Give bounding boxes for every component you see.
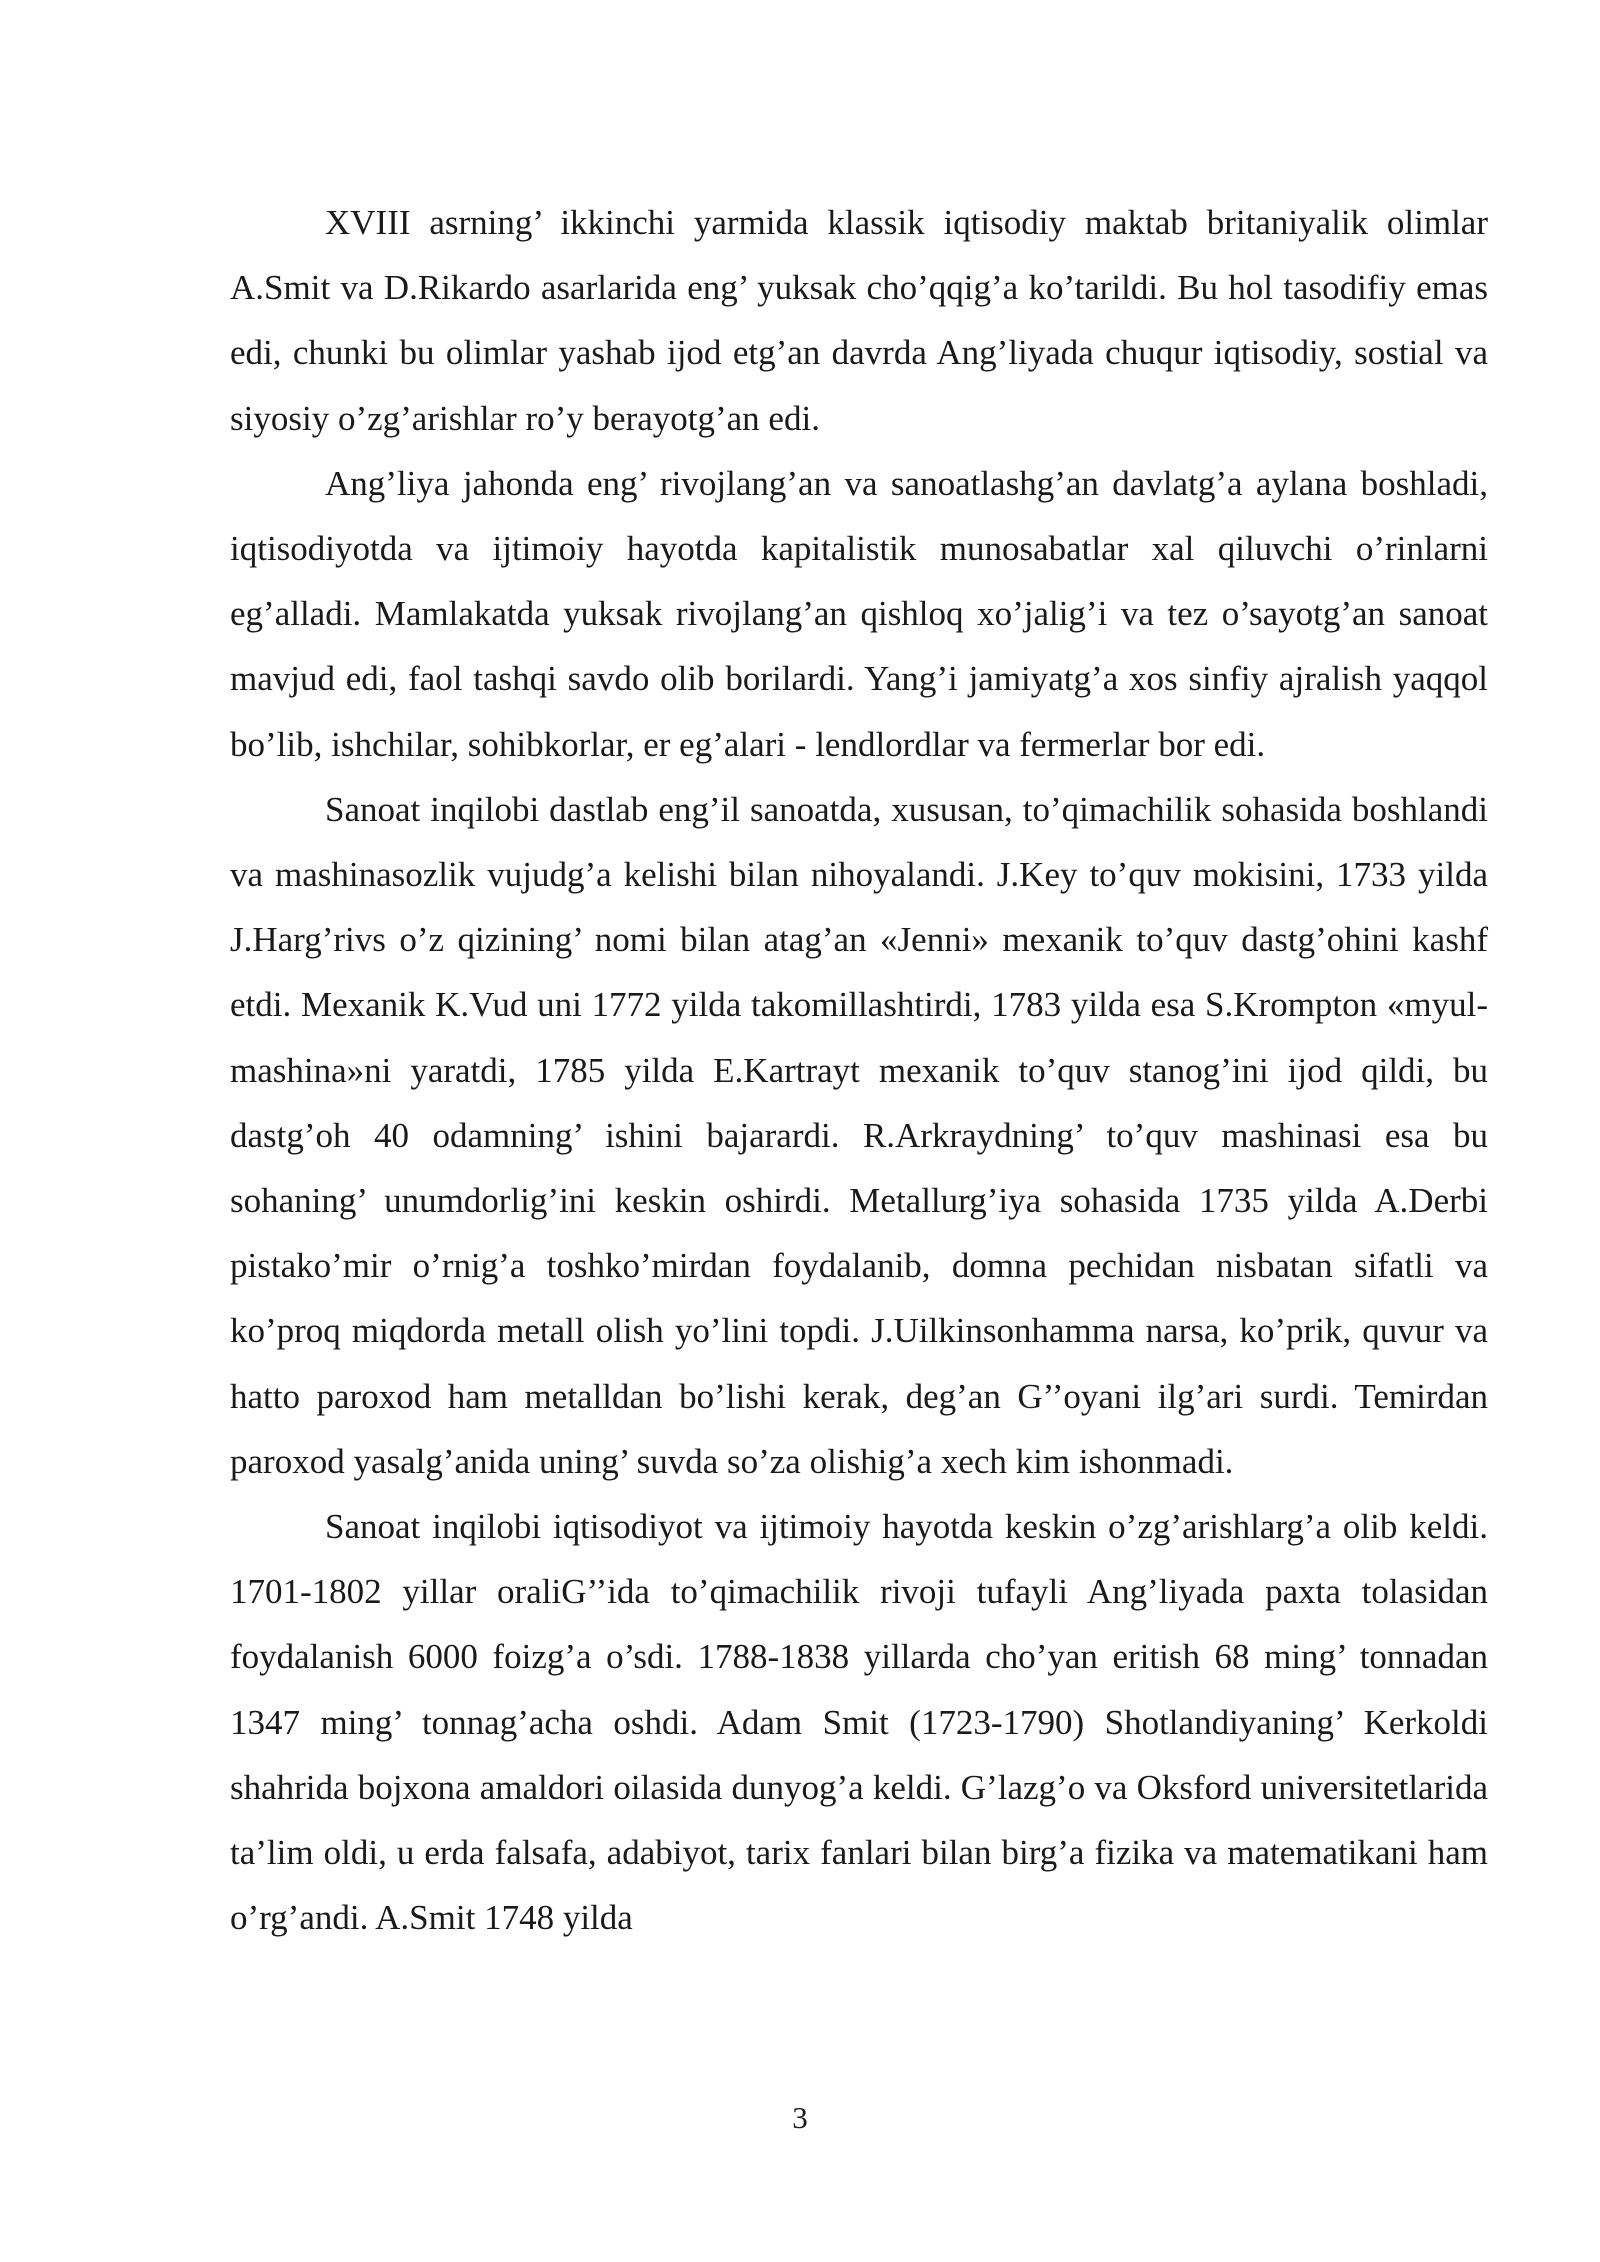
document-body — [230, 190, 1488, 1950]
paragraph-2: Ang’liya jahonda eng’ rivojlang’an va sanoatlashg’an davlatg’a aylana boshladi, iqtisodiyotda va ijtimoiy hayotda kapitalistik munosabatlar xal qiluvchi o’rinlarni eg’alladi. Mamlakatda yuksak rivojlang’an qishloq xo’jalig’i va tez o’sayotg’an sanoat mavjud edi, faol tashqi savdo olib borilardi. Yang’i jamiyatg’a xos sinfiy ajralish yaqqol bo’lib, ishchilar, sohibkorlar, er eg’alari - lendlordlar va fermerlar bor edi. — [230, 463, 1488, 764]
paragraph-1: XVIII asrning’ ikkinchi yarmida klassik iqtisodiy maktab britaniyalik olimlar A.Smit va D.Rikardo asarlarida eng’ yuksak cho’qqig’a ko’tarildi. Bu hol tasodifiy emas edi, chunki bu olimlar yashab ijod etg’an davrda Ang’liyada chuqur iqtisodiy, sostial va siyosiy o’zg’arishlar ro’y berayotg’an edi. — [230, 203, 1488, 438]
paragraph-4: Sanoat inqilobi iqtisodiyot va ijtimoiy hayotda keskin o’zg’arishlarg’a olib keldi. 1701-1802 yillar oraliG’’ida to’qimachilik rivoji tufayli Ang’liyada paxta tolasidan foydalanish 6000 foizg’a o’sdi. 1788-1838 yillarda cho’yan eritish 68 ming’ tonnadan 1347 ming’ tonnag’acha oshdi. Adam Smit (1723-1790) Shotlandiyaning’ Kerkoldi shahrida bojxona amaldori oilasida dunyog’a keldi. G’lazg’o va Oksford universitetlarida ta’lim oldi, u erda falsafa, adabiyot, tarix fanlari bilan birg’a fizika va matematikani ham o’rg’andi. A.Smit 1748 yilda — [230, 1507, 1488, 1938]
page-number: 3 — [792, 2100, 808, 2135]
paragraph-3: Sanoat inqilobi dastlab eng’il sanoatda, xususan, to’qimachilik sohasida boshlandi va mashinasozlik vujudg’a kelishi bilan nihoyalandi. J.Key to’quv mokisini, 1733 yilda J.Harg’rivs o’z qizining’ nomi bilan atag’an «Jenni» mexanik to’quv dastg’ohini kashf etdi. Mexanik K.Vud uni 1772 yilda takomillashtirdi, 1783 yilda esa S.Krompton «myul-mashina»ni yaratdi, 1785 yilda E.Kartrayt mexanik to’quv stanog’ini ijod qildi, bu dastg’oh 40 odamning’ ishini bajarardi. R.Arkraydning’ to’quv mashinasi esa bu sohaning’ unumdorlig’ini keskin oshirdi. Metallurg’iya sohasida 1735 yilda A.Derbi pistako’mir o’rnig’a toshko’mirdan foydalanib, domna pechidan nisbatan sifatli va ko’proq miqdorda metall olish yo’lini topdi. J.Uilkinsonhamma narsa, ko’prik, quvur va hatto paroxod ham metalldan bo’lishi kerak, deg’an G’’oyani ilg’ari surdi. Temirdan paroxod yasalg’anida uning’ suvda so’za olishig’a xech kim ishonmadi. — [230, 789, 1488, 1481]
